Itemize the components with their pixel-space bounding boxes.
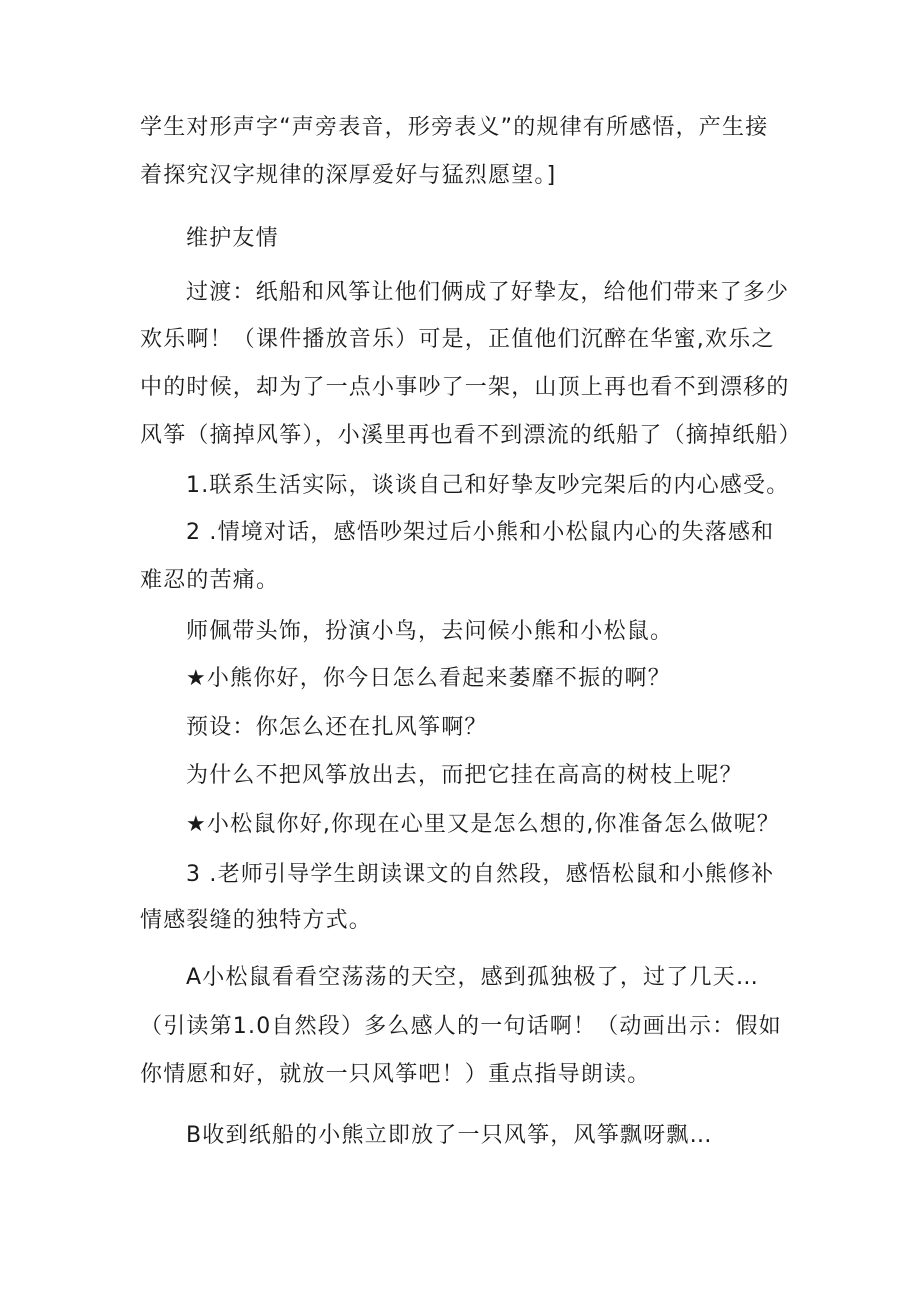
section-heading: 维护友情 [186, 226, 279, 251]
text-line: 预设：你怎么还在扎风筝啊？ [186, 715, 488, 740]
text-line: 欢乐啊！（课件播放音乐）可是，正值他们沉醉在华蜜,欢乐之 [140, 327, 775, 352]
text-line: 情感裂缝的独特方式。 [140, 908, 373, 933]
text-line: 风筝（摘掉风筝），小溪里再也看不到漂流的纸船了（摘掉纸船） [140, 423, 802, 448]
text-line: 学生对形声字“声旁表音，形旁表义”的规律有所感悟，产生接 [140, 115, 769, 140]
text-line: 为什么不把风筝放出去，而把它挂在高高的树枝上呢？ [186, 763, 743, 788]
list-item: 3 .老师引导学生朗读课文的自然段，感悟松鼠和小熊修补 [186, 862, 775, 887]
text-line: ★小熊你好，你今日怎么看起来萎靡不振的啊？ [186, 666, 671, 691]
list-item: 2 .情境对话，感悟吵架过后小熊和小松鼠内心的失落感和 [186, 520, 775, 545]
text-line: ★小松鼠你好,你现在心里又是怎么想的,你准备怎么做呢？ [186, 812, 781, 837]
text-line: 师佩带头饰，扮演小鸟，去问候小熊和小松鼠。 [186, 619, 674, 644]
text-line: 着探究汉字规律的深厚爱好与猛烈愿望。] [140, 163, 557, 188]
list-item: 1.联系生活实际，谈谈自己和好挚友吵完架后的内心感受。 [186, 473, 790, 498]
text-line: 难忍的苦痛。 [140, 568, 280, 593]
text-line: A小松鼠看看空荡荡的天空，感到孤独极了，过了几天… [186, 965, 760, 990]
text-line: 你情愿和好，就放一只风筝吧！）重点指导朗读。 [140, 1062, 651, 1087]
text-line: 中的时候，却为了一点小事吵了一架，山顶上再也看不到漂移的 [140, 375, 790, 400]
text-line: （引读第1.0自然段）多么感人的一句话啊！（动画出示：假如 [140, 1014, 782, 1039]
text-line: B收到纸船的小熊立即放了一只风筝，风筝飘呀飘… [186, 1123, 713, 1148]
text-line: 过渡：纸船和风筝让他们俩成了好挚友，给他们带来了多少 [186, 280, 790, 305]
